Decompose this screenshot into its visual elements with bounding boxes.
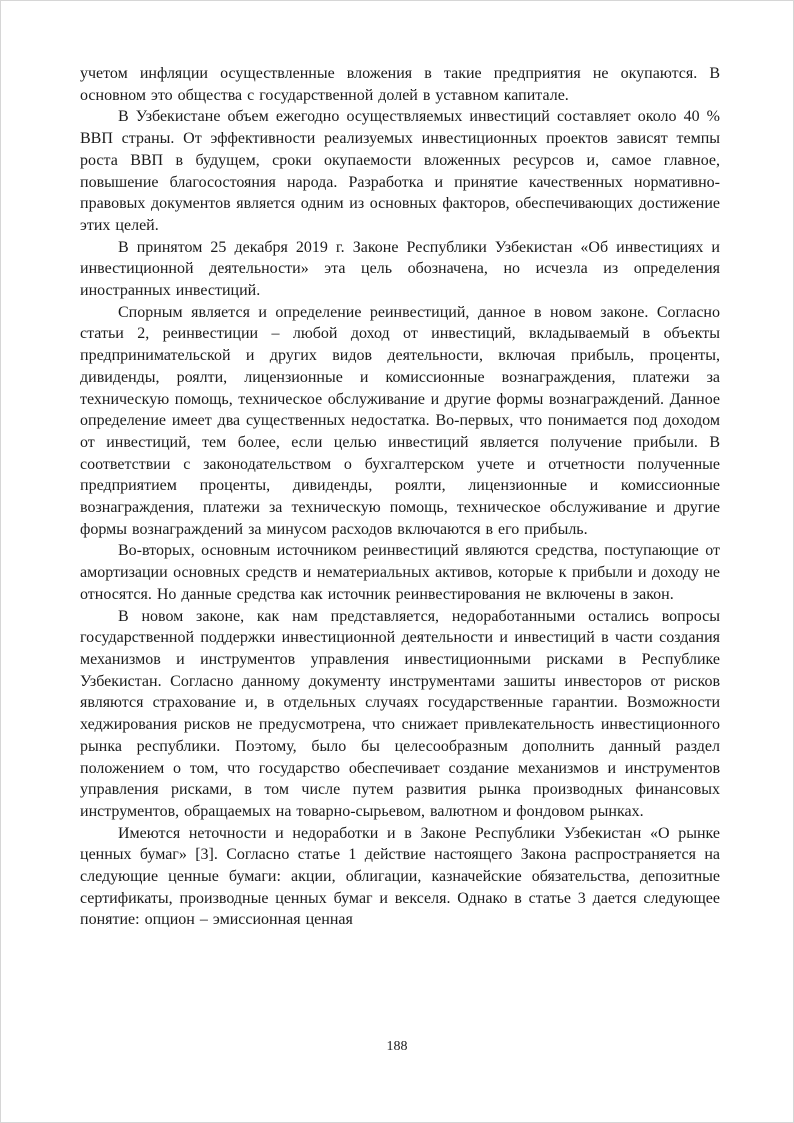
paragraph-amortization-source: Во-вторых, основным источником реинвестиций являются средства, поступающие от амортизации основных средств и нематериальных активов, которые к прибыли и доходу не относятся. Но данные средства как источник реинвестирования не включены в закон. xyxy=(80,542,720,603)
paragraph-law-2019: В принятом 25 декабря 2019 г. Законе Республики Узбекистан «Об инвестициях и инвестиционной деятельности» эта цель обозначена, но исчезла из определения иностранных инвестиций. xyxy=(80,238,720,300)
text-content xyxy=(80,63,720,931)
paragraph-continuation: учетом инфляции осуществленные вложения в такие предприятия не окупаются. В основном это общества с государственной долей в уставном капитале. xyxy=(80,65,720,104)
page-number: 188 xyxy=(386,1039,408,1054)
paragraph-investment-volume: В Узбекистане объем ежегодно осуществляемых инвестиций составляет около 40 % ВВП страны. От эффективности реализуемых инвестиционных проектов зависят темпы роста ВВП в будущем, сроки окупаемости вложенных ресурсов и, самое главное, повышение благосостояния народа. Разработка и принятие качественных нормативно-правовых документов является одним из основных факторов, обеспечивающих достижение этих целей. xyxy=(80,108,720,234)
paragraph-securities-law: Имеются неточности и недоработки и в Законе Республики Узбекистан «О рынке ценных бумаг» [3]. Согласно статье 1 действие настоящего Закона распространяется на следующие ценные бумаги: акции, облигации, казначейские обязательства, депозитные сертификаты, производные ценных бумаг и векселя. Однако в статье 3 дается следующее понятие: опцион – эмиссионная ценная xyxy=(80,824,720,929)
paragraph-risk-management: В новом законе, как нам представляется, недоработанными остались вопросы государственной поддержки инвестиционной деятельности и инвестиций в части создания механизмов и инструментов управления инвестиционными рисками в Республике Узбекистан. Согласно данному документу инструментами зашиты инвесторов от рисков являются страхование и, в отдельных случаях государственные гарантии. Возможности хеджирования рисков не предусмотрена, что снижает привлекательность инвестиционного рынка республики. Поэтому, было бы целесообразным дополнить данный раздел положением о том, что государство обеспечивает создание механизмов и инструментов управления рисками, в том числе путем развития рынка производных финансовых инструментов, обращаемых на товарно-сырьевом, валютном и фондовом рынках. xyxy=(80,607,720,820)
paragraph-reinvestment-definition: Спорным является и определение реинвестиций, данное в новом законе. Согласно статьи 2, реинвестиции – любой доход от инвестиций, вкладываемый в объекты предпринимательской и других видов деятельности, включая прибыль, проценты, дивиденды, роялти, лицензионные и комиссионные вознаграждения, платежи за техническую помощь, техническое обслуживание и другие формы вознаграждений. Данное определение имеет два существенных недостатка. Во-первых, что понимается под доходом от инвестиций, тем более, если целью инвестиций является получение прибыли. В соответствии с законодательством о бухгалтерском учете и отчетности полученные предприятием проценты, дивиденды, роялти, лицензионные и комиссионные вознаграждения, платежи за техническую помощь, техническое обслуживание и другие формы вознаграждений за минусом расходов включаются в его прибыль. xyxy=(80,303,720,538)
